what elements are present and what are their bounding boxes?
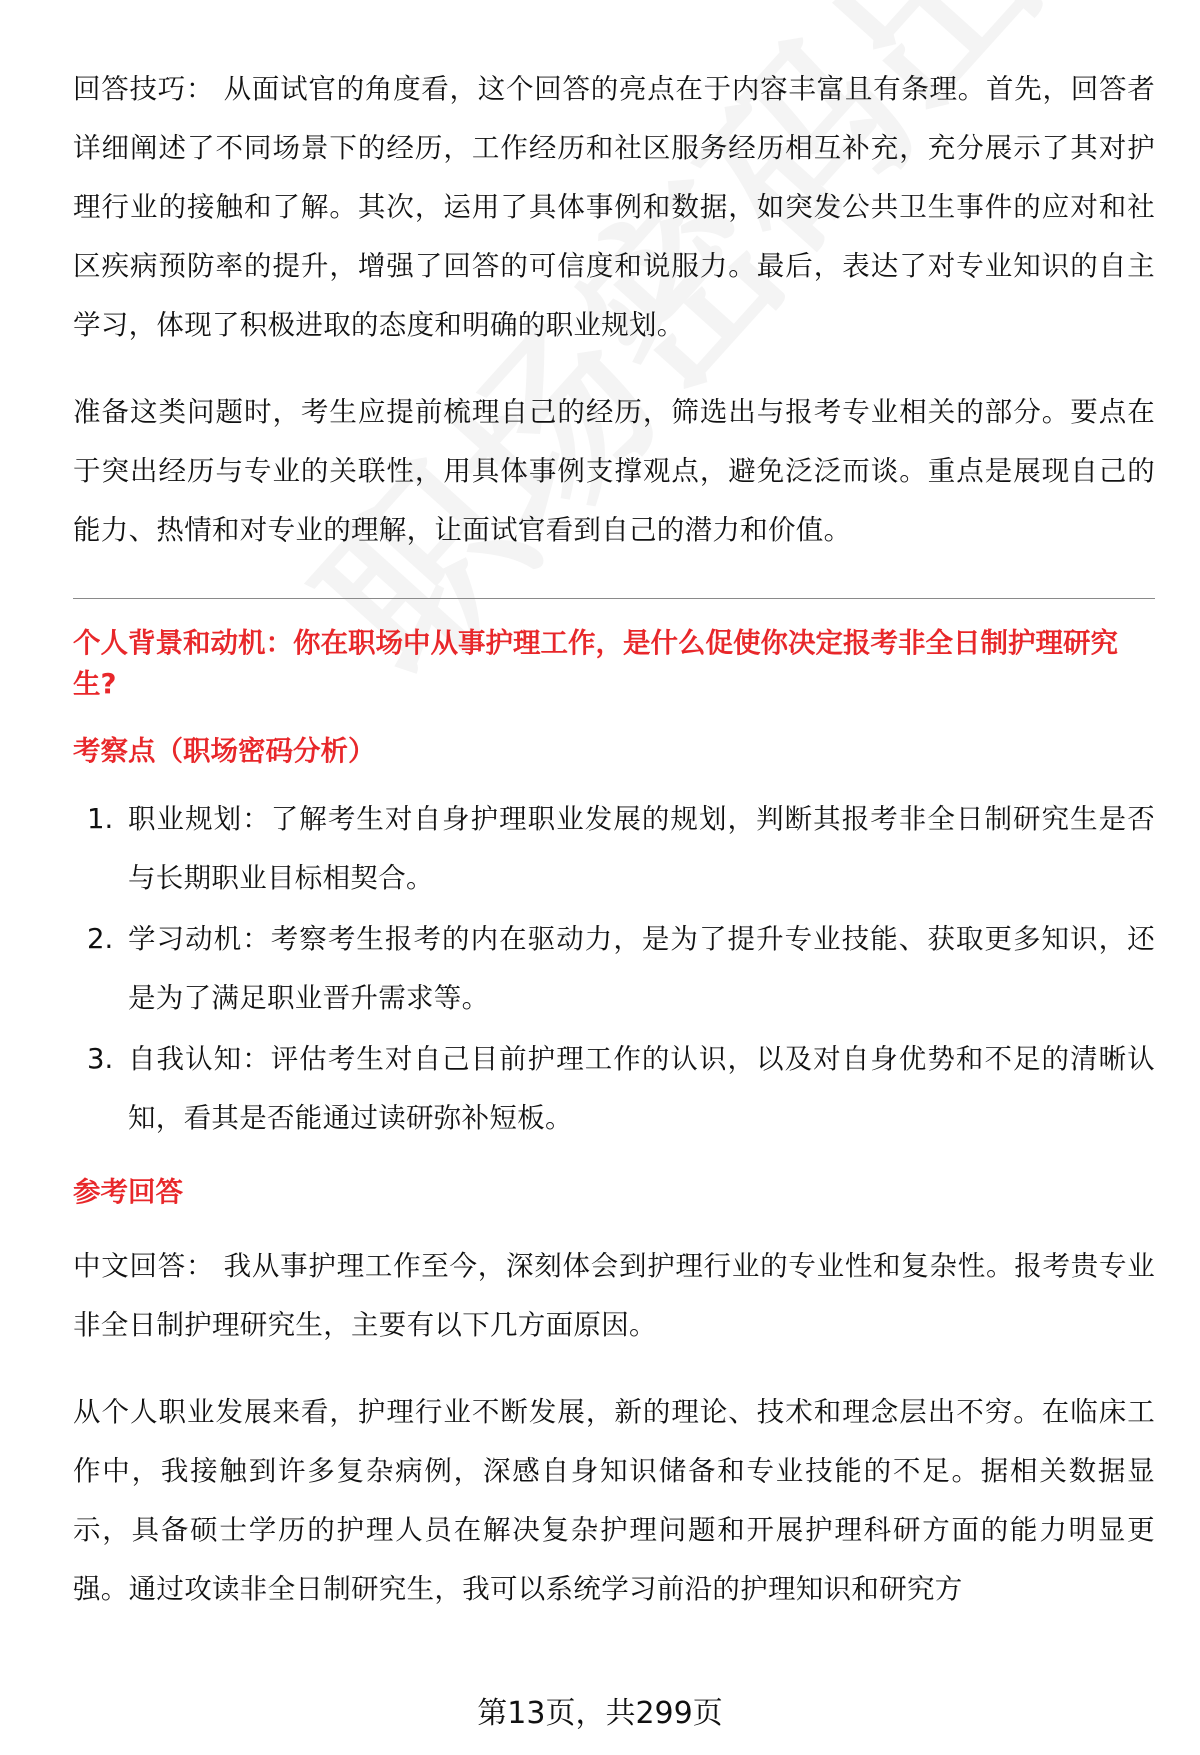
list-item [73,1030,1155,1148]
preparation-advice-paragraph: 准备这类问题时，考生应提前梳理自己的经历，筛选出与报考专业相关的部分。要点在于突出经历与专业的关联性，用具体事例支撑观点，避免泛泛而谈。重点是展现自己的能力、热情和对专业的理解，让面试官看到自己的潜力和价值。 [73,396,1155,546]
reference-answer-heading: 参考回答 [73,1176,183,1208]
list-item [73,910,1155,1028]
list-item-text: 自我认知：评估考生对自己目前护理工作的认识，以及对自身优势和不足的清晰认知，看其是否能通过读研弥补短板。 [128,1043,1155,1134]
list-item-number: 2. [87,923,114,955]
list-item-number: 1. [87,803,114,835]
list-item-text: 职业规划：了解考生对自身护理职业发展的规划，判断其报考非全日制研究生是否与长期职业目标相契合。 [128,803,1155,894]
list-item-text: 学习动机：考察考生报考的内在驱动力，是为了提升专业技能、获取更多知识，还是为了满足职业晋升需求等。 [128,923,1155,1014]
document-page [73,60,1155,1619]
page-number-footer: 第13页，共299页 [477,1696,723,1731]
assessment-points-list [73,790,1155,1148]
interview-question: 个人背景和动机：你在职场中从事护理工作，是什么促使你决定报考非全日制护理研究生? [73,627,1118,700]
answer-career-paragraph: 从个人职业发展来看，护理行业不断发展，新的理论、技术和理念层出不穷。在临床工作中，我接触到许多复杂病例，深感自身知识储备和专业技能的不足。据相关数据显示，具备硕士学历的护理人员在解决复杂护理问题和开展护理科研方面的能力明显更强。通过攻读非全日制研究生，我可以系统学习前沿的护理知识和研究方 [73,1396,1155,1605]
list-item [73,790,1155,908]
section-divider [73,598,1155,599]
reference-answer [73,1237,1155,1619]
assessment-points-heading: 考察点（职场密码分析） [73,735,376,767]
answer-tips-paragraph: 回答技巧： 从面试官的角度看，这个回答的亮点在于内容丰富且有条理。首先，回答者详细阐述了不同场景下的经历，工作经历和社区服务经历相互补充，充分展示了其对护理行业的接触和了解。其次，运用了具体事例和数据，如突发公共卫生事件的应对和社区疾病预防率的提升，增强了回答的可信度和说服力。最后，表达了对专业知识的自主学习，体现了积极进取的态度和明确的职业规划。 [73,73,1155,341]
list-item-number: 3. [87,1043,114,1075]
answer-intro-paragraph: 中文回答： 我从事护理工作至今，深刻体会到护理行业的专业性和复杂性。报考贵专业非全日制护理研究生，主要有以下几方面原因。 [73,1250,1155,1341]
